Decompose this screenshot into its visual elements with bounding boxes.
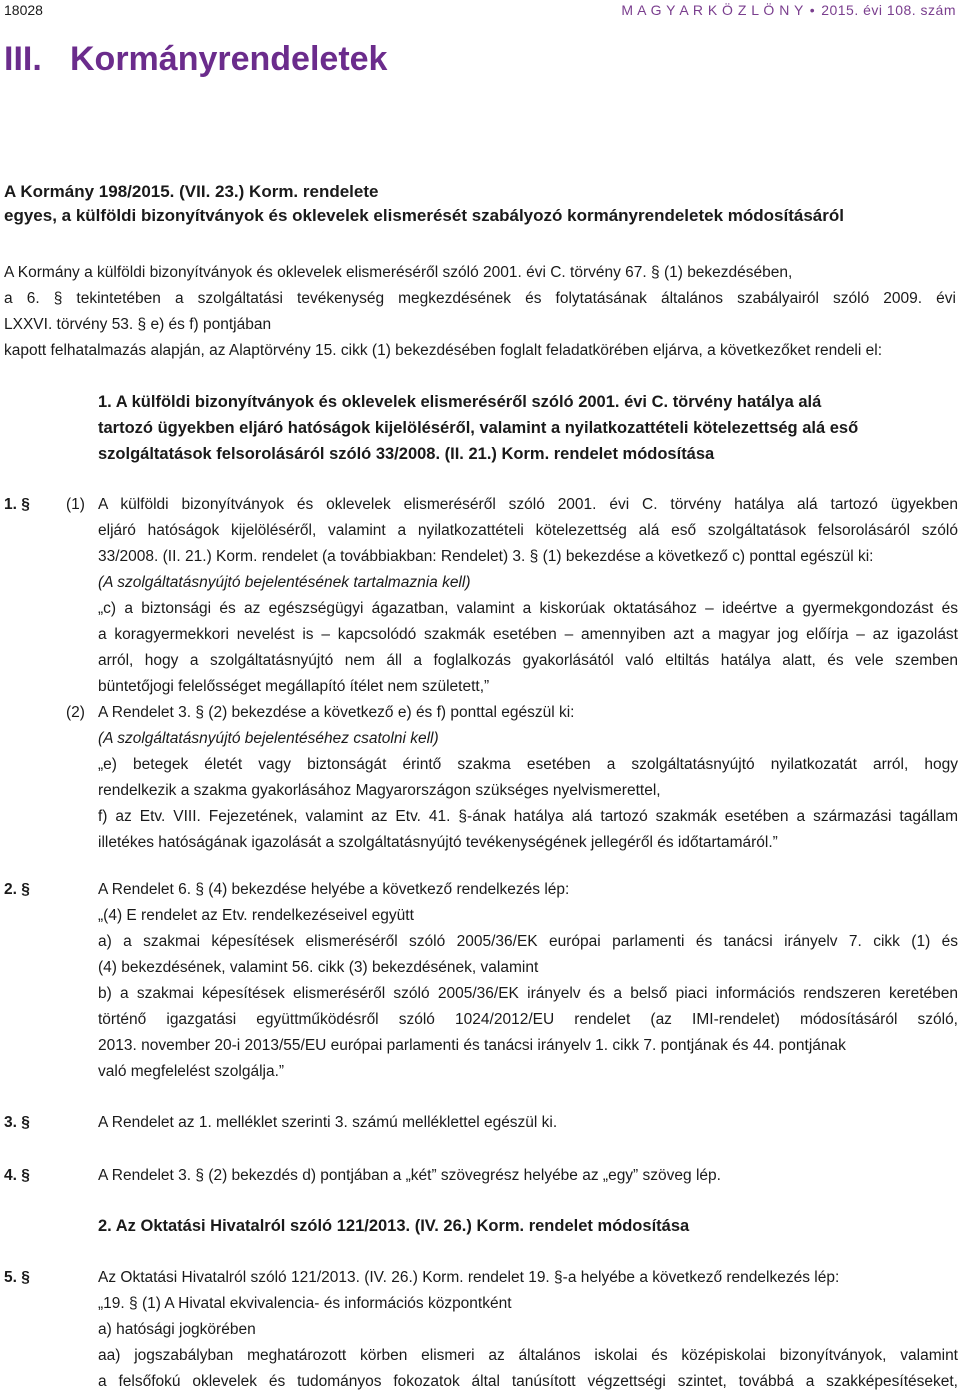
decree-heading xyxy=(4,180,844,228)
text-line: a) a szakmai képesítések elismeréséről szóló 2005/36/EK európai parlamenti és tanácsi irányelv 7. cikk (1) és xyxy=(98,933,958,950)
paragraph-body xyxy=(98,1163,958,1189)
text-line: A Rendelet az 1. melléklet szerinti 3. számú melléklettel egészül ki. xyxy=(98,1114,558,1131)
text-line: (4) bekezdésének, valamint 56. cikk (3) bekezdésének, valamint xyxy=(98,959,539,976)
journal-name: M A G Y A R K Ö Z L Ö N Y xyxy=(621,2,804,18)
text-line: a felsőfokú oklevelek és tudományos fokozatok által tanúsított végzettségi szintet, továbbá a szakképesítéseket, xyxy=(98,1373,958,1390)
page-header xyxy=(4,2,956,22)
text-line: (A szolgáltatásnyújtó bejelentéséhez csatolni kell) xyxy=(98,730,439,747)
paragraph-number: 4. § xyxy=(4,1167,30,1184)
text-line: a koragyermekkori nevelést is – kapcsolódó szakmák esetében – amennyiben azt a magyar jog előírja – az igazolást xyxy=(98,626,958,643)
text-line: „(4) E rendelet az Etv. rendelkezéseivel együtt xyxy=(98,907,414,924)
paragraph-body xyxy=(98,700,958,856)
text-line: eljáró hatóságok kijelöléséről, valamint a nyilatkozattételi kötelezettség alá eső szolgáltatások felsorolásáról szóló xyxy=(98,522,958,539)
text-line: A Rendelet 3. § (2) bekezdés d) pontjában a „két” szövegrész helyébe az „egy” szöveg lép. xyxy=(98,1167,721,1184)
text-line: büntetőjogi felelősséget megállapító ítélet nem született,” xyxy=(98,678,490,695)
paragraph-number: 2. § xyxy=(4,881,30,898)
issue-label: 2015. évi 108. szám xyxy=(821,2,956,18)
text-line: „e) betegek életét vagy biztonságát érintő szakma esetében a szolgáltatásnyújtó nyilatkozatát arról, hogy xyxy=(98,756,958,773)
text-line: A külföldi bizonyítványok és oklevelek elismeréséről szóló 2001. évi C. törvény hatálya alá tartozó ügyekben xyxy=(98,496,958,513)
text-line: A Rendelet 6. § (4) bekezdése helyébe a következő rendelkezés lép: xyxy=(98,881,570,898)
section-number: III. xyxy=(4,40,42,78)
text-line: Az Oktatási Hivatalról szóló 121/2013. (IV. 26.) Korm. rendelet 19. §-a helyébe a következő rendelkezés lép: xyxy=(98,1269,840,1286)
section-title: Kormányrendeletek xyxy=(70,40,388,78)
chapter-heading-line: tartozó ügyekben eljáró hatóságok kijelöléséről, valamint a nyilatkozattételi kötelezettség alá eső xyxy=(98,419,859,437)
preamble-line: a 6. § tekintetében a szolgáltatási tevékenység megkezdésének és folytatásának általános szabályairól szóló 2009. évi xyxy=(4,290,956,307)
paragraph-number: 1. § xyxy=(4,496,30,513)
preamble-line: LXXVI. törvény 53. § e) és f) pontjában xyxy=(4,316,272,333)
section-heading xyxy=(4,40,387,79)
text-line: aa) jogszabályban meghatározott körben elismeri az általános iskolai és középiskolai bizonyítványok, valamint xyxy=(98,1347,958,1364)
page-number: 18028 xyxy=(4,2,43,18)
paragraph-body xyxy=(98,877,958,1085)
paragraph-3 xyxy=(4,1110,958,1136)
text-line: való megfelelést szolgálja.” xyxy=(98,1063,285,1080)
text-line: f) az Etv. VIII. Fejezetének, valamint az Etv. 41. §-ának hatálya alá tartozó szakmák esetében a származási tagállam xyxy=(98,808,958,825)
paragraph-body xyxy=(98,492,958,700)
preamble-line: kapott felhatalmazás alapján, az Alaptörvény 15. cikk (1) bekezdésében foglalt feladatkörében eljárva, a következőket rendeli el: xyxy=(4,342,882,359)
text-line: 33/2008. (II. 21.) Korm. rendelet (a továbbiakban: Rendelet) 3. § (1) bekezdése a következő c) ponttal egészül ki: xyxy=(98,548,874,565)
chapter-heading-line: 1. A külföldi bizonyítványok és oklevelek elismeréséről szóló 2001. évi C. törvény hatálya alá xyxy=(98,393,822,411)
paragraph-number: 5. § xyxy=(4,1269,30,1286)
preamble xyxy=(4,260,956,364)
subsection-number: (2) xyxy=(66,704,85,721)
journal-title xyxy=(621,2,956,18)
chapter-heading-line: szolgáltatások felsorolásáról szóló 33/2008. (II. 21.) Korm. rendelet módosítása xyxy=(98,445,715,463)
text-line: A Rendelet 3. § (2) bekezdése a következő e) és f) ponttal egészül ki: xyxy=(98,704,575,721)
text-line: arról, hogy a szolgáltatásnyújtó nem áll a foglalkozás gyakorlásától való eltiltás hatálya alatt, és vele szemben xyxy=(98,652,958,669)
paragraph-1-subsection-2 xyxy=(4,700,958,856)
text-line: a) hatósági jogkörében xyxy=(98,1321,256,1338)
text-line: történő igazgatási együttműködésről szóló 1024/2012/EU rendelet (az IMI-rendelet) módosításáról szóló, xyxy=(98,1011,958,1028)
paragraph-number: 3. § xyxy=(4,1114,30,1131)
text-line: „c) a biztonsági és az egészségügyi ágazatban, valamint a kiskorúak oktatásához – ideértve a gyermekgondozást és xyxy=(98,600,958,617)
text-line: illetékes hatóságának igazolását a szolgáltatásnyújtó tevékenységének jellegéről és időtartamáról.” xyxy=(98,834,778,851)
paragraph-5 xyxy=(4,1265,958,1395)
preamble-line: A Kormány a külföldi bizonyítványok és oklevelek elismeréséről szóló 2001. évi C. törvény 67. § (1) bekezdésében, xyxy=(4,264,793,281)
chapter-2-heading xyxy=(98,1213,948,1239)
decree-subtitle: egyes, a külföldi bizonyítványok és oklevelek elismerését szabályozó kormányrendeletek módosításáról xyxy=(4,206,844,225)
paragraph-body xyxy=(98,1110,958,1136)
paragraph-body xyxy=(98,1265,958,1395)
paragraph-4 xyxy=(4,1163,958,1189)
chapter-heading-line: 2. Az Oktatási Hivatalról szóló 121/2013. (IV. 26.) Korm. rendelet módosítása xyxy=(98,1217,690,1235)
decree-title: A Kormány 198/2015. (VII. 23.) Korm. rendelete xyxy=(4,182,379,201)
text-line: 2013. november 20-i 2013/55/EU európai parlamenti és tanácsi irányelv 1. cikk 7. pontjának és 44. pontjának xyxy=(98,1037,846,1054)
text-line: „19. § (1) A Hivatal ekvivalencia- és információs központként xyxy=(98,1295,512,1312)
chapter-1-heading xyxy=(98,389,948,467)
text-line: (A szolgáltatásnyújtó bejelentésének tartalmaznia kell) xyxy=(98,574,471,591)
text-line: rendelkezik a szakma gyakorlásához Magyarországon szükséges nyelvismerettel, xyxy=(98,782,661,799)
paragraph-2 xyxy=(4,877,958,1085)
paragraph-1 xyxy=(4,492,958,700)
subsection-number: (1) xyxy=(66,496,85,513)
text-line: b) a szakmai képesítések elismeréséről szóló 2005/36/EK irányelv és a belső piaci információs rendszeren keretében xyxy=(98,985,958,1002)
header-separator: • xyxy=(809,2,816,18)
